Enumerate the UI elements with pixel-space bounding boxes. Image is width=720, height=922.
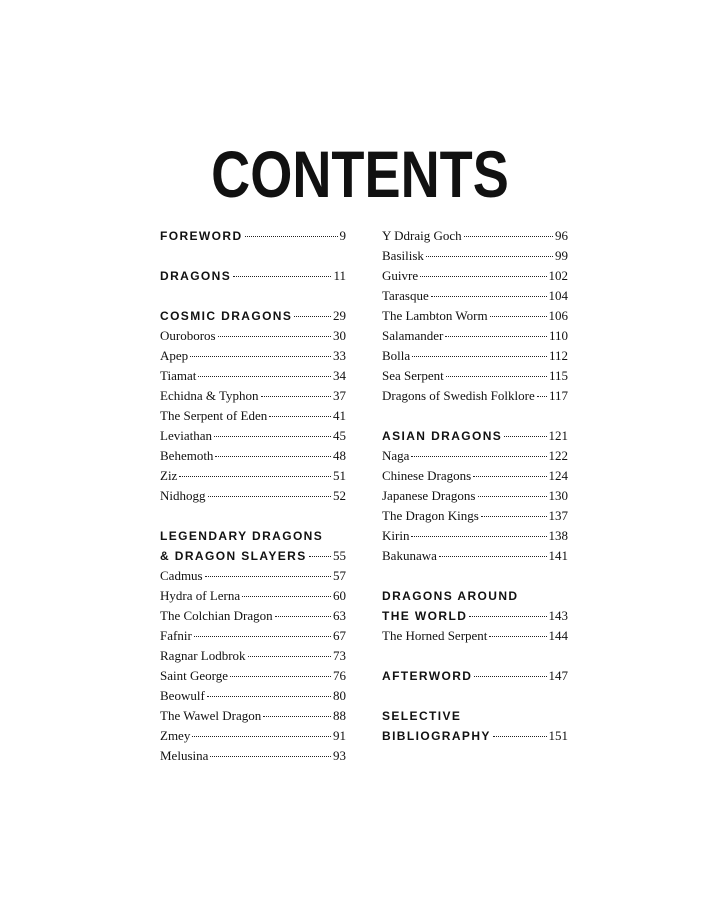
entry-label: Leviathan [160, 428, 212, 443]
page-number: 106 [548, 308, 568, 323]
dot-leader [205, 576, 331, 577]
dot-leader [446, 376, 547, 377]
dot-leader [179, 476, 331, 477]
entry-label: Kirin [382, 528, 410, 543]
entry-label: The Colchian Dragon [160, 608, 273, 623]
entry-label: Guivre [382, 268, 419, 283]
toc-entry[interactable] [382, 286, 568, 306]
entry-label: The Serpent of Eden [160, 408, 268, 423]
page-number: 80 [333, 688, 346, 703]
entry-label: Cadmus [160, 568, 203, 583]
entry-label: DRAGONS [160, 269, 232, 283]
page-number: 96 [555, 228, 568, 243]
dot-leader [478, 496, 547, 497]
dot-leader [489, 636, 546, 637]
page-number: 67 [333, 628, 346, 643]
page-number: 29 [333, 308, 346, 323]
toc-entry[interactable] [160, 726, 346, 746]
entry-label: Dragons of Swedish Folklore [382, 388, 535, 403]
toc-entry[interactable] [382, 326, 568, 346]
toc-entry[interactable] [382, 546, 568, 566]
dot-leader [194, 636, 331, 637]
toc-entry[interactable] [382, 626, 568, 646]
toc-entry[interactable] [382, 266, 568, 286]
dot-leader [207, 696, 331, 697]
toc-entry[interactable] [382, 226, 568, 246]
page-number: 63 [333, 608, 346, 623]
entry-label: BIBLIOGRAPHY [382, 729, 491, 743]
dot-leader [411, 456, 546, 457]
dot-leader [481, 516, 547, 517]
entry-label: Basilisk [382, 248, 424, 263]
dot-leader [190, 356, 331, 357]
toc-section-around-line2[interactable] [382, 606, 568, 626]
toc-entry[interactable] [382, 386, 568, 406]
page-number: 130 [548, 488, 568, 503]
around-the-world-list [382, 626, 568, 646]
page-number: 51 [333, 468, 346, 483]
dot-leader [198, 376, 331, 377]
entry-label: Apep [160, 348, 189, 363]
toc-entry[interactable] [160, 626, 346, 646]
toc-entry[interactable] [160, 586, 346, 606]
entry-label: THE WORLD [382, 609, 468, 623]
dot-leader [504, 436, 546, 437]
toc-section-legendary-line1[interactable] [160, 526, 346, 546]
page-number: 57 [333, 568, 346, 583]
entry-label: Sea Serpent [382, 368, 444, 383]
entry-label: ASIAN DRAGONS [382, 429, 503, 443]
page-number: 60 [333, 588, 346, 603]
entry-label: Beowulf [160, 688, 205, 703]
toc-entry[interactable] [160, 406, 346, 426]
page-number: 91 [333, 728, 346, 743]
dot-leader [215, 456, 331, 457]
page-number: 88 [333, 708, 346, 723]
entry-label: Ragnar Lodbrok [160, 648, 246, 663]
toc-entry[interactable] [160, 346, 346, 366]
dot-leader [490, 316, 547, 317]
toc-entry[interactable] [160, 646, 346, 666]
toc-entry[interactable] [160, 446, 346, 466]
page-number: 9 [339, 228, 346, 243]
dot-leader [192, 736, 331, 737]
toc-entry[interactable] [382, 346, 568, 366]
entry-label: DRAGONS AROUND [382, 589, 519, 603]
entry-label: Behemoth [160, 448, 214, 463]
entry-label: Ziz [160, 468, 178, 483]
dot-leader [242, 596, 331, 597]
toc-entry[interactable] [382, 306, 568, 326]
toc-entry-bibliography-line2[interactable] [382, 726, 568, 746]
page-number: 30 [333, 328, 346, 343]
entry-label: Zmey [160, 728, 191, 743]
toc-right-column [382, 226, 568, 746]
toc-entry-foreword[interactable] [160, 226, 346, 246]
dot-leader [439, 556, 547, 557]
page-number: 124 [548, 468, 568, 483]
toc-section-asian-dragons[interactable] [382, 426, 568, 446]
cosmic-dragons-list [160, 326, 346, 506]
entry-label: LEGENDARY DRAGONS [160, 529, 324, 543]
page-number: 48 [333, 448, 346, 463]
entry-label: Tarasque [382, 288, 429, 303]
entry-label: Japanese Dragons [382, 488, 476, 503]
dot-leader [208, 496, 332, 497]
dot-leader [230, 676, 331, 677]
dot-leader [263, 716, 331, 717]
european-dragons-list [382, 226, 568, 406]
dot-leader [218, 336, 331, 337]
page-number: 45 [333, 428, 346, 443]
dot-leader [431, 296, 547, 297]
entry-label: Y Ddraig Goch [382, 228, 462, 243]
dot-leader [248, 656, 331, 657]
dot-leader [445, 336, 547, 337]
toc-entry[interactable] [160, 746, 346, 766]
page-number: 115 [548, 368, 568, 383]
asian-dragons-list [382, 446, 568, 566]
entry-label: Saint George [160, 668, 228, 683]
toc-entry[interactable] [160, 386, 346, 406]
toc-entry[interactable] [382, 486, 568, 506]
entry-label: & DRAGON SLAYERS [160, 549, 307, 563]
dot-leader [473, 476, 546, 477]
toc-entry[interactable] [160, 566, 346, 586]
toc-section-legendary-line2[interactable] [160, 546, 346, 566]
toc-entry[interactable] [382, 446, 568, 466]
dot-leader [275, 616, 331, 617]
dot-leader [464, 236, 553, 237]
dot-leader [261, 396, 331, 397]
page-number: 143 [548, 608, 568, 623]
toc-entry[interactable] [160, 326, 346, 346]
page-number: 76 [333, 668, 346, 683]
dot-leader [426, 256, 553, 257]
dot-leader [294, 316, 331, 317]
page-number: 104 [548, 288, 568, 303]
toc-entry[interactable] [160, 486, 346, 506]
dot-leader [309, 556, 331, 557]
toc-entry[interactable] [160, 426, 346, 446]
entry-label: Chinese Dragons [382, 468, 472, 483]
entry-label: Nidhogg [160, 488, 206, 503]
page-number: 121 [548, 428, 568, 443]
toc-entry[interactable] [160, 466, 346, 486]
page-number: 93 [333, 748, 346, 763]
entry-label: Ouroboros [160, 328, 216, 343]
entry-label: FOREWORD [160, 229, 243, 243]
entry-label: Melusina [160, 748, 209, 763]
page-number: 41 [333, 408, 346, 423]
toc-left-column [160, 226, 346, 766]
page-number: 122 [548, 448, 568, 463]
page-number: 37 [333, 388, 346, 403]
entry-label: Echidna & Typhon [160, 388, 259, 403]
dot-leader [210, 756, 331, 757]
legendary-dragons-list [160, 566, 346, 766]
toc-section-around-line1[interactable] [382, 586, 568, 606]
toc-entry[interactable] [160, 366, 346, 386]
page-number: 137 [548, 508, 568, 523]
page-number: 34 [333, 368, 346, 383]
entry-label: SELECTIVE [382, 709, 462, 723]
page-number: 112 [548, 348, 568, 363]
toc-entry[interactable] [160, 666, 346, 686]
entry-label: The Dragon Kings [382, 508, 479, 523]
toc-entry-bibliography-line1[interactable] [382, 706, 568, 726]
dot-leader [214, 436, 331, 437]
page-number: 99 [555, 248, 568, 263]
entry-label: Salamander [382, 328, 444, 343]
page-number: 144 [548, 628, 568, 643]
page-number: 117 [548, 388, 568, 403]
toc-entry[interactable] [382, 506, 568, 526]
page-number: 138 [548, 528, 568, 543]
entry-label: Bakunawa [382, 548, 437, 563]
page-number: 151 [548, 728, 568, 743]
dot-leader [420, 276, 546, 277]
dot-leader [233, 276, 331, 277]
entry-label: Bolla [382, 348, 411, 363]
toc-entry-afterword[interactable] [382, 666, 568, 686]
entry-label: The Wawel Dragon [160, 708, 262, 723]
toc-entry[interactable] [160, 686, 346, 706]
dot-leader [474, 676, 546, 677]
toc-entry-dragons[interactable] [160, 266, 346, 286]
entry-label: Hydra of Lerna [160, 588, 241, 603]
page-number: 33 [333, 348, 346, 363]
toc-entry[interactable] [382, 246, 568, 266]
page-number: 52 [333, 488, 346, 503]
dot-leader [469, 616, 546, 617]
dot-leader [537, 396, 547, 397]
page-number: 11 [333, 268, 346, 283]
entry-label: Tiamat [160, 368, 197, 383]
toc-entry[interactable] [160, 606, 346, 626]
page-number: 110 [548, 328, 568, 343]
toc-entry[interactable] [160, 706, 346, 726]
page-number: 55 [333, 548, 346, 563]
dot-leader [411, 536, 546, 537]
page-number: 141 [548, 548, 568, 563]
entry-label: COSMIC DRAGONS [160, 309, 293, 323]
page-number: 73 [333, 648, 346, 663]
entry-label: AFTERWORD [382, 669, 473, 683]
entry-label: The Horned Serpent [382, 628, 488, 643]
toc-section-cosmic-dragons[interactable] [160, 306, 346, 326]
toc-entry[interactable] [382, 466, 568, 486]
page-title: CONTENTS [211, 137, 509, 211]
toc-entry[interactable] [382, 526, 568, 546]
entry-label: The Lambton Worm [382, 308, 488, 323]
entry-label: Fafnir [160, 628, 192, 643]
dot-leader [412, 356, 547, 357]
dot-leader [245, 236, 338, 237]
page-number: 147 [548, 668, 568, 683]
toc-entry[interactable] [382, 366, 568, 386]
dot-leader [493, 736, 547, 737]
page-number: 102 [548, 268, 568, 283]
entry-label: Naga [382, 448, 410, 463]
dot-leader [269, 416, 331, 417]
